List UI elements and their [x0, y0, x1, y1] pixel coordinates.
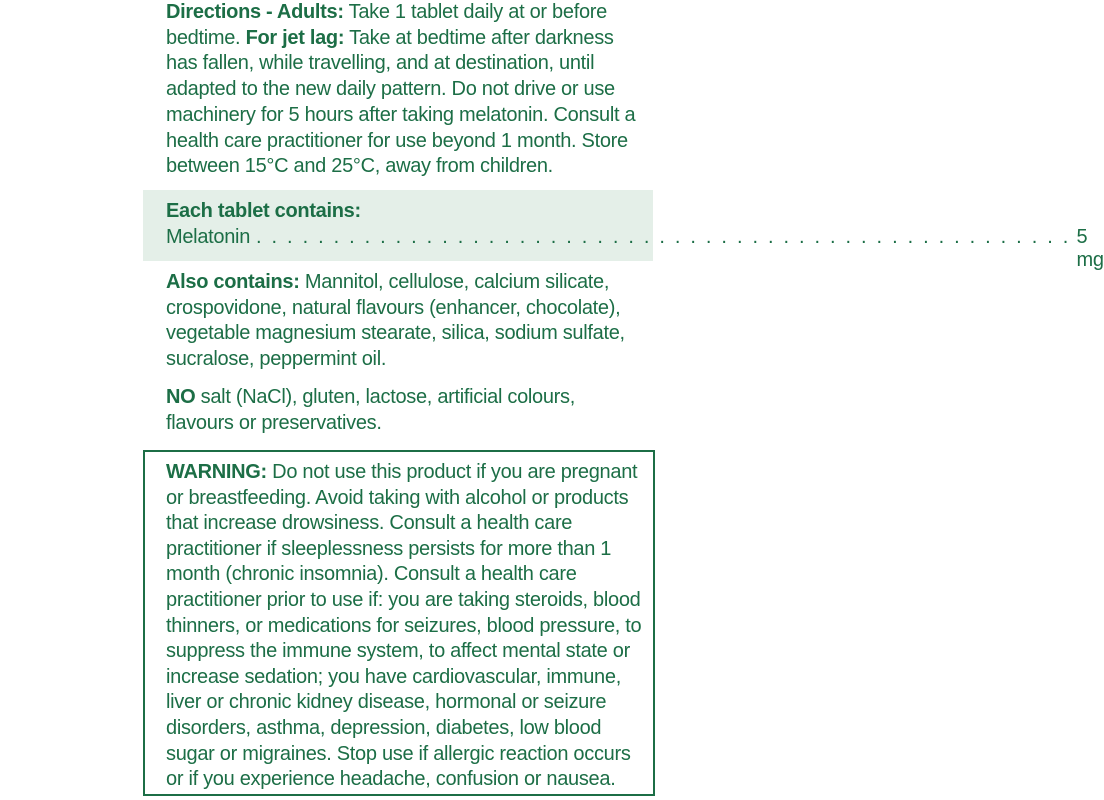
- directions-jetlag-label: For jet lag:: [245, 26, 345, 49]
- warning-paragraph: [166, 460, 646, 793]
- medicinal-ingredient-row: [166, 226, 1104, 272]
- directions-paragraph: [166, 0, 646, 180]
- no-label: NO: [166, 386, 196, 408]
- each-tablet-contains-title: Each tablet contains:: [166, 200, 361, 222]
- ingredient-name: Melatonin: [166, 226, 251, 248]
- ingredient-amount: 5 mg: [1076, 226, 1104, 271]
- warning-label: WARNING:: [166, 461, 267, 483]
- directions-jetlag-text: Take at bedtime after darkness has fallen, while travelling, and at destination, until adapted to the new daily pattern. Do not drive or use machinery for 5 hours after taking melatonin. Consult a health care practitioner for use beyond 1 month. Store between 15°C and 25°C, away from children.: [166, 26, 636, 178]
- warning-text: Do not use this product if you are pregnant or breastfeeding. Avoid taking with alcohol or products that increase drowsiness. Consult a health care practitioner if sleeplessness persists for more than 1 month (chronic insomnia). Consult a health care practitioner prior to use if: you are taking steroids, blood thinners, or medications for seizures, blood pressure, to suppress the immune system, to affect mental state or increase sedation; you have cardiovascular, immune, liver or chronic kidney disease, hormonal or seizure disorders, asthma, depression, diabetes, low blood sugar or migraines. Stop use if allergic reaction occurs or if you experience headache, confusion or nausea.: [166, 461, 642, 791]
- warning-box: [143, 450, 655, 796]
- also-contains-label: Also contains:: [166, 271, 300, 293]
- dot-leader: . . . . . . . . . . . . . . . . . . . . . . . . . . . . . . . . . . . . . . . . . . . . . . . . . . . . .: [256, 226, 1071, 248]
- free-from-text: salt (NaCl), gluten, lactose, artificial colours, flavours or preservatives.: [166, 386, 575, 434]
- directions-adults-text: Take 1 tablet daily at or before bedtime.: [166, 1, 607, 49]
- free-from-paragraph: [166, 385, 636, 436]
- also-contains-text: Mannitol, cellulose, calcium silicate, crospovidone, natural flavours (enhancer, chocolate), vegetable magnesium stearate, silica, sodium sulfate, sucralose, peppermint oil.: [166, 271, 625, 371]
- directions-adults-label: Directions - Adults:: [166, 1, 344, 23]
- also-contains-paragraph: [166, 270, 636, 373]
- each-tablet-contains-panel: [143, 190, 1104, 271]
